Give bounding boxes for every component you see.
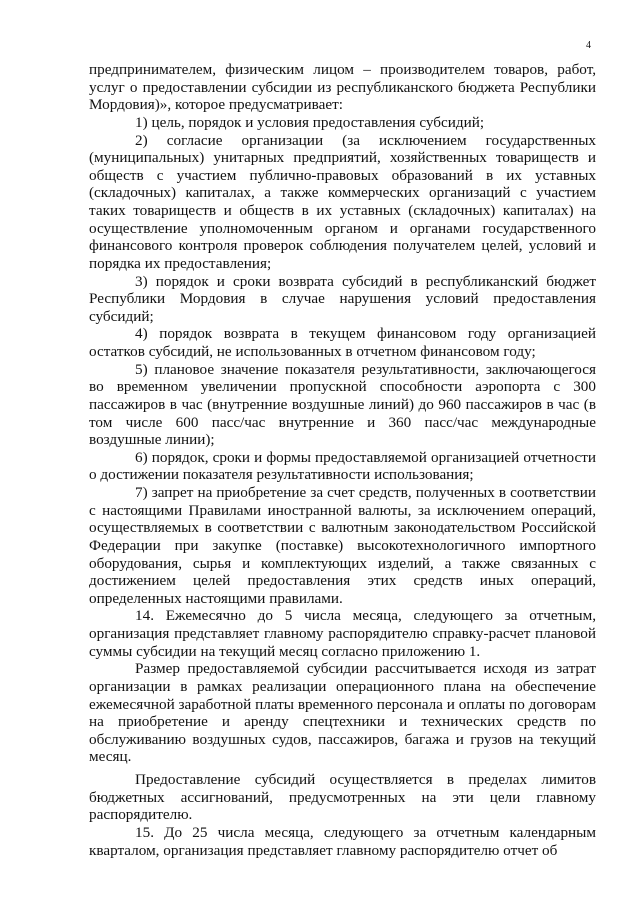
list-item-3-return-procedure: 3) порядок и сроки возврата субсидий в республиканский бюджет Республики Мордовия в случае нарушения условий предоставления субсидий;: [89, 272, 596, 325]
paragraph-budget-limits: Предоставление субсидий осуществляется в пределах лимитов бюджетных ассигнований, предусмотренных на эти цели главному распорядителю.: [89, 771, 596, 824]
list-item-1-purpose: 1) цель, порядок и условия предоставления субсидий;: [135, 113, 485, 131]
list-item-4-remainder-return: 4) порядок возврата в текущем финансовом году организацией остатков субсидий, не использованных в отчетном финансовом году;: [89, 325, 596, 360]
list-item-7-currency-ban: 7) запрет на приобретение за счет средств, полученных в соответствии с настоящими Правилами иностранной валюты, за исключением операций, осуществляемых в соответствии с валютным законодательством Российской Федерации при закупке (поставке) высокотехнологичного импортного оборудования, сырья и комплектующих изделий, а также связанных с достижением целей предоставления этих средств иных операций, определенных настоящими правилами.: [89, 484, 596, 607]
clause-15: 15. До 25 числа месяца, следующего за отчетным календарным кварталом, организация представляет главному распорядителю отчет об: [89, 823, 596, 859]
paragraph-subsidy-size: Размер предоставляемой субсидии рассчитывается исходя из затрат организации в рамках реализации операционного плана на обеспечение ежемесячной заработной платы временного персонала и оплаты по договорам на приобретение и аренду спецтехники и технических средств по обслуживанию воздушных судов, пассажиров, багажа и грузов на текущий месяц.: [89, 660, 596, 766]
document-body: [89, 61, 596, 859]
list-item-6-reporting: 6) порядок, сроки и формы предоставляемой организацией отчетности о достижении показателя результативности использования;: [89, 448, 596, 484]
page-number: 4: [586, 40, 591, 51]
list-item-2-consent: 2) согласие организации (за исключением государственных (муниципальных) унитарных предприятий, хозяйственных товариществ и обществ с участием публично-правовых образований в их уставных (складочных) капиталах, а также коммерческих организаций с участием таких товариществ и обществ в их уставных (складочных) капиталах) на осуществление уполномоченным органом и органами государственного финансового контроля проверок соблюдения получателем целей, условий и порядка их предоставления;: [89, 131, 596, 272]
clause-14: 14. Ежемесячно до 5 числа месяца, следующего за отчетным, организация представляет главному распорядителю справку-расчет плановой суммы субсидии на текущий месяц согласно приложению 1.: [89, 607, 596, 660]
paragraph-intro-continuation: предпринимателем, физическим лицом – производителем товаров, работ, услуг о предоставлении субсидии из республиканского бюджета Республики Мордовия)», которое предусматривает:: [89, 61, 596, 114]
list-item-5-performance-target: 5) плановое значение показателя результативности, заключающегося во временном увеличении пропускной способности аэропорта с 300 пассажиров в час (внутренние воздушные линий) до 960 пассажиров в час (в том числе 600 пасс/час внутренние и 360 пасс/час международные воздушные линии);: [89, 360, 596, 449]
